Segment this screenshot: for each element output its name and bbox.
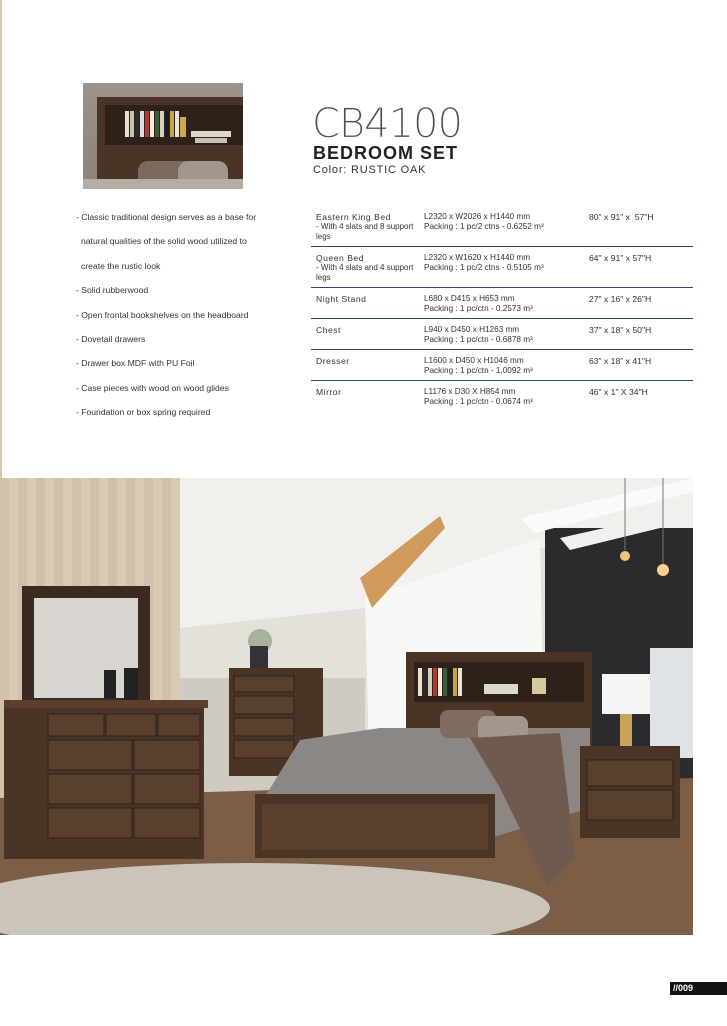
spec-dimensions-inches: 63" x 18" x 41"H: [589, 356, 652, 366]
spec-row: [311, 319, 693, 350]
spec-dimensions-mm: L2320 x W1620 x H1440 mm: [424, 253, 531, 262]
spec-packing: Packing : 1 pc/ctn - 0.6878 m³: [424, 335, 533, 344]
spec-item-name: Mirror: [316, 387, 342, 397]
set-name: BEDROOM SET: [313, 143, 459, 163]
spec-dimensions-inches: 46" x 1" X 34"H: [589, 387, 648, 397]
room-scene-photo: [0, 478, 693, 935]
spec-item-name: Queen Bed: [316, 253, 364, 263]
spec-item-note: - With 4 slats and 4 support legs: [316, 263, 414, 282]
feature-item: - Dovetail drawers: [76, 333, 146, 344]
spec-row: [311, 350, 693, 381]
spec-dimensions-mm: L940 x D450 x H1263 mm: [424, 325, 520, 334]
spec-dimensions-inches: 27" x 16" x 26"H: [589, 294, 652, 304]
spec-dimensions-inches: 80" x 91" x 57"H: [589, 212, 654, 222]
spec-packing: Packing : 1 pc/ctn - 0.0674 m³: [424, 397, 533, 406]
spec-packing: Packing : 1 pc/ctn - 0.2573 m³: [424, 304, 533, 313]
feature-item: - Open frontal bookshelves on the headboard: [76, 309, 249, 320]
feature-item: - Drawer box MDF with PU Foil: [76, 358, 195, 369]
spec-item-name: Eastern King Bed: [316, 212, 391, 222]
spec-row: [311, 247, 693, 288]
spec-dimensions-mm: L1176 x D30 X H854 mm: [424, 387, 516, 396]
color-label: Color: RUSTIC OAK: [313, 164, 427, 176]
page-edge-stripe: [0, 0, 2, 478]
feature-item: create the rustic look: [81, 260, 161, 271]
spec-dimensions-inches: 37" x 18" x 50"H: [589, 325, 652, 335]
spec-item-note: - With 4 slats and 8 support legs: [316, 222, 414, 241]
spec-packing: Packing : 1 pc/2 ctns - 0.5105 m³: [424, 263, 544, 272]
spec-item-name: Chest: [316, 325, 341, 335]
spec-row: [311, 288, 693, 319]
feature-item: - Foundation or box spring required: [76, 407, 211, 418]
spec-dimensions-mm: L680 x D415 x H653 mm: [424, 294, 515, 303]
spec-table: [311, 206, 693, 412]
spec-row: [311, 381, 693, 412]
feature-list: [76, 212, 276, 432]
spec-row: [311, 206, 693, 247]
spec-packing: Packing : 1 pc/ctn - 1.0092 m³: [424, 366, 533, 375]
spec-item-name: Dresser: [316, 356, 350, 366]
spec-packing: Packing : 1 pc/2 ctns - 0.6252 m³: [424, 222, 544, 231]
feature-item: - Classic traditional design serves as a base for: [76, 212, 257, 222]
page-number: //009: [670, 982, 727, 995]
feature-item: - Case pieces with wood on wood glides: [76, 382, 229, 393]
spec-dimensions-mm: L1600 x D450 x H1046 mm: [424, 356, 524, 365]
model-number: CB4100: [312, 101, 462, 147]
feature-item: natural qualities of the solid wood utilized to: [81, 236, 247, 247]
spec-dimensions-inches: 64" x 91" x 57"H: [589, 253, 652, 263]
spec-dimensions-mm: L2320 x W2026 x H1440 mm: [424, 212, 531, 221]
headboard-detail-photo: [83, 83, 243, 189]
spec-item-name: Night Stand: [316, 294, 367, 304]
feature-item: - Solid rubberwood: [76, 285, 149, 296]
